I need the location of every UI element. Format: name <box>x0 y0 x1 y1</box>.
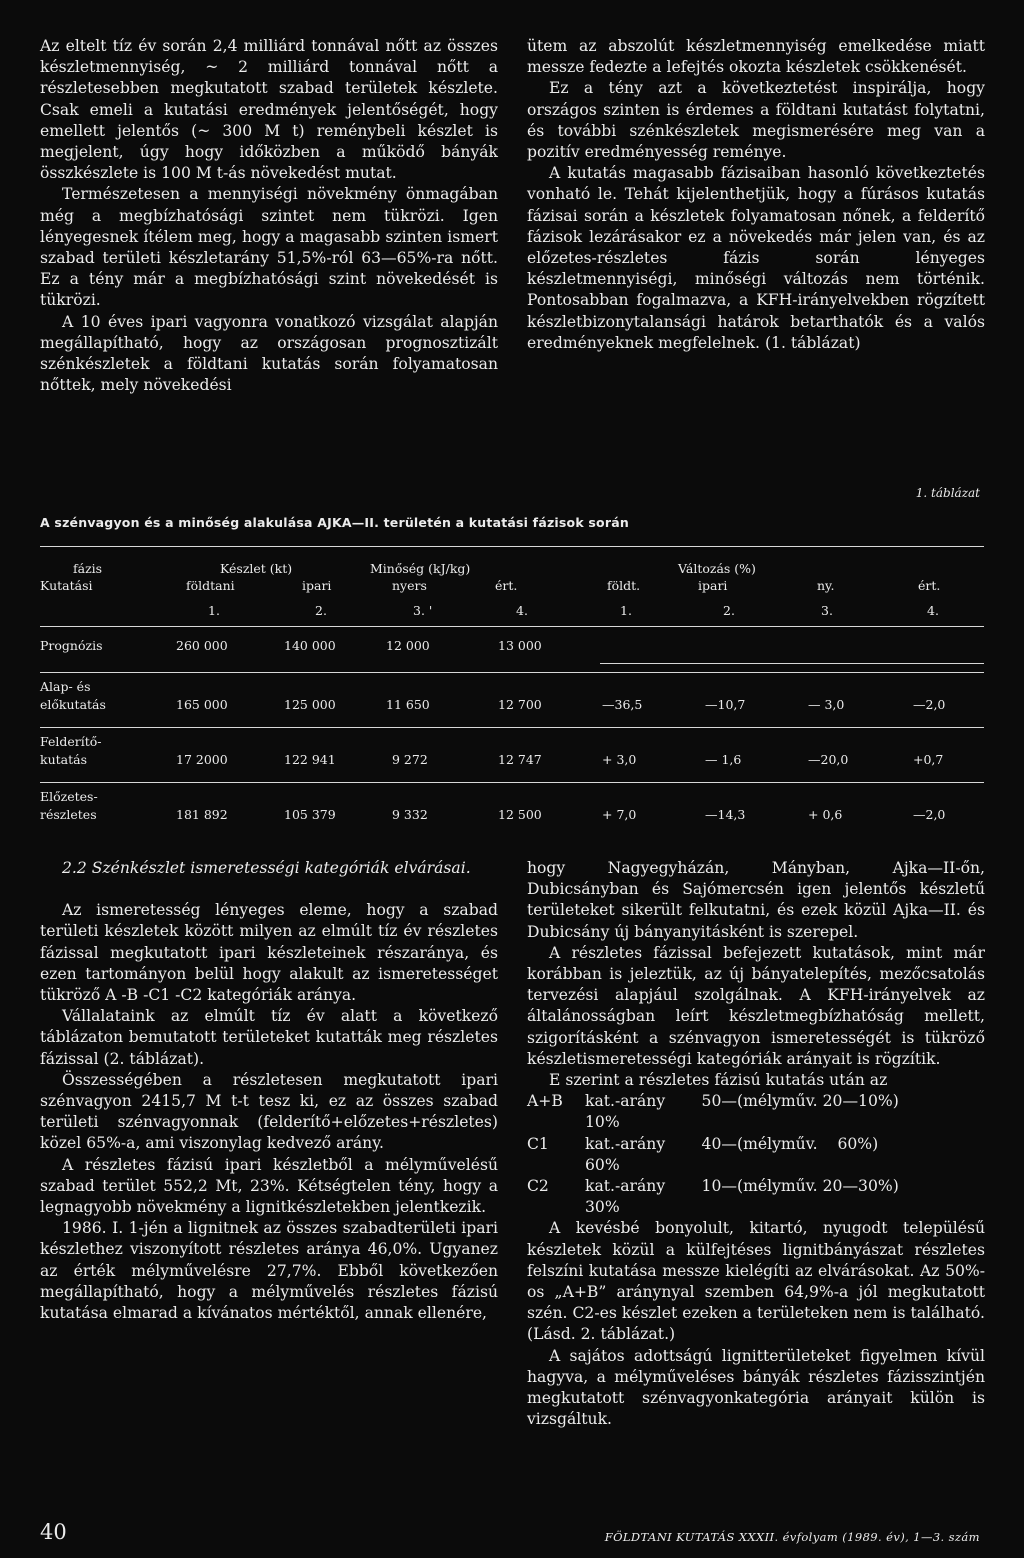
cell-valtozas-ny: —20,0 <box>808 752 849 767</box>
row-rule <box>40 782 984 783</box>
cell-valtozas-ny: — 3,0 <box>808 697 845 712</box>
table-row <box>40 679 984 727</box>
table-row <box>40 789 984 837</box>
paragraph: A részletes fázissal befejezett kutatások, mint már korábban is jeleztük, az új bányatelepítés, mezőcsatolás tervezési alapjául szolgálnak. A KFH-irányelvek az általánosságban leírt készletmegbízhatóság mellett, szigorításként a szénvagyon ismeretességét is tükröző készletismeretességi kategóriák arányait is rögzítik. <box>527 943 985 1068</box>
column-number: 3. <box>821 603 833 618</box>
page-number: 40 <box>40 1520 67 1544</box>
row-label: Prognózis <box>40 638 103 653</box>
cell-valtozas-ipari: —14,3 <box>705 807 746 822</box>
cell-nyers: 9 272 <box>392 752 428 767</box>
cell-ipari: 105 379 <box>284 807 336 822</box>
category-ratio-line <box>527 1176 985 1218</box>
table-top-rule <box>40 546 984 547</box>
paragraph: A részletes fázisú ipari készletből a mélyművelésű szabad terület 552,2 Mt, 23%. Kétségtelen tény, hogy a legnagyobb növekmény a lignitkészletekben jelentkezik. <box>40 1155 498 1217</box>
cell-foldtani: 165 000 <box>176 697 228 712</box>
row-label: Felderítő- <box>40 734 102 749</box>
column-number: 2. <box>315 603 327 618</box>
category-ratio: kat.-arány 50—10% <box>585 1092 737 1132</box>
table-row <box>40 633 984 663</box>
header-valtozas-ert: ért. <box>918 578 941 593</box>
row-rule <box>40 727 984 728</box>
category-ratio: kat.-arány 10—30% <box>585 1177 737 1217</box>
text-column-bottom-right <box>527 858 985 1430</box>
table-header-row-2 <box>40 578 984 595</box>
cell-valtozas-foldt: + 7,0 <box>602 807 637 822</box>
category-deep-ratio: (mélyműv. 60%) <box>737 1134 879 1153</box>
cell-nyers: 11 650 <box>386 697 430 712</box>
paragraph: ütem az abszolút készletmennyiség emelkedése miatt messze fedezte a lefejtés okozta készletek csökkenését. <box>527 37 985 77</box>
column-number: 2. <box>723 603 735 618</box>
header-ipari: ipari <box>302 578 332 593</box>
cell-nyers: 12 000 <box>386 638 430 653</box>
text-column-bottom-left <box>40 858 498 1324</box>
cell-foldtani: 181 892 <box>176 807 228 822</box>
category-deep-ratio: (mélyműv. 20—30%) <box>737 1177 899 1196</box>
header-fazis: fázis <box>73 561 103 576</box>
paragraph: A kutatás magasabb fázisaiban hasonló következtetés vonható le. Tehát kijelenthetjük, hogy a fúrásos kutatás fázisai során a készletek folyamatosan nőnek, a felderítő fázisok lezárásakor ez a növekedés már jelen van, és az előzetes-részletes fázis során lényeges készletmennyiségi, minőségi változás nem történik. Pontosabban fogalmazva, a KFH-irányelvekben rögzített készletbizonytalansági határok betarthatók és a valós eredményeknek megfelelnek. (1. táblázat) <box>527 164 985 352</box>
header-minoseg: Minőség (kJ/kg) <box>370 561 471 576</box>
paragraph: 1986. I. 1-jén a lignitnek az összes szabadterületi ipari készlethez viszonyított részletes aránya 46,0%. Ugyanez az érték mélyművelésre 27,7%. Ebből következően megállapítható, hogy a mélyművelés részletes fázisú kutatása elmarad a kívánatos mértéktől, annak ellenére, <box>40 1219 498 1323</box>
cell-valtozas-ert: —2,0 <box>913 697 946 712</box>
cell-valtozas-ipari: —10,7 <box>705 697 746 712</box>
row-label: előkutatás <box>40 697 106 712</box>
cell-ert: 12 747 <box>498 752 542 767</box>
paragraph: A kevésbé bonyolult, kitartó, nyugodt településű készletek közül a külfejtéses lignitbányászat részletes felszíni kutatása messze kielégíti az elvárásokat. Az 50%-os „A+B” aránynyal szemben 64,9%-a jól megkutatott szén. C2-es készlet ezeken a területeken nem is található. (Lásd. 2. táblázat.) <box>527 1219 985 1344</box>
text-column-top-left <box>40 36 498 396</box>
category-name: C1 <box>527 1134 549 1153</box>
paragraph: Ez a tény azt a következtetést inspirálja, hogy országos szinten is érdemes a földtani kutatást folytatni, és további szénkészletek megismerésére meg van a pozitív eredményesség reménye. <box>527 79 985 162</box>
column-number: 3. ' <box>413 603 433 618</box>
cell-foldtani: 17 2000 <box>176 752 228 767</box>
text-column-top-right <box>527 36 985 354</box>
header-nyers: nyers <box>392 578 427 593</box>
header-valtozas-ipari: ipari <box>698 578 728 593</box>
row-rule <box>600 663 984 664</box>
paragraph: Összességében a részletesen megkutatott ipari szénvagyon 2415,7 M t-t tesz ki, ez az összes szabad területi szénvagyonnak (felderítő+előzetes+részletes) közel 65%-a, ami viszonylag kedvező arány. <box>40 1070 498 1153</box>
header-ert: ért. <box>495 578 518 593</box>
header-foldtani: földtani <box>186 578 235 593</box>
data-table <box>40 546 984 837</box>
table-row <box>40 734 984 782</box>
row-label: Előzetes- <box>40 789 98 804</box>
cell-foldtani: 260 000 <box>176 638 228 653</box>
header-valtozas-ny: ny. <box>817 578 835 593</box>
column-number: 4. <box>516 603 528 618</box>
section-subheading: 2.2 Szénkészlet ismeretességi kategóriák elvárásai. <box>62 859 471 877</box>
cell-valtozas-foldt: + 3,0 <box>602 752 637 767</box>
cell-valtozas-ny: + 0,6 <box>808 807 843 822</box>
table-label: 1. táblázat <box>915 486 980 500</box>
header-kutatasi: Kutatási <box>40 578 93 593</box>
row-label: kutatás <box>40 752 87 767</box>
paragraph: hogy Nagyegyházán, Mányban, Ajka—II-őn, Dubicsányban és Sajómercsén igen jelentős készletű területeket sikerült felkutatni, és ezek közül Ajka—II. és Dubicsány új bányanyitásként is szerepel. <box>527 859 985 941</box>
column-number: 1. <box>620 603 632 618</box>
paragraph: Vállalataink az elmúlt tíz év alatt a következő táblázaton bemutatott területeket kutatták meg részletes fázissal (2. táblázat). <box>40 1007 498 1068</box>
table-header-rule <box>40 626 984 627</box>
cell-ert: 12 500 <box>498 807 542 822</box>
cell-nyers: 9 332 <box>392 807 428 822</box>
paragraph: Az eltelt tíz év során 2,4 milliárd tonnával nőtt az összes készletmennyiség, ~ 2 milliárd tonnával nőtt a részletesebben megkutatott szabad területek készlete. Csak emeli a kutatási eredmények jelentőségét, hogy emellett jelentős (~ 300 M t) reménybeli készlet is megjelent, úgy hogy időközben a működő bányák összkészlete is 100 M t-ás növekedést mutat. <box>40 37 498 183</box>
paragraph: A 10 éves ipari vagyonra vonatkozó vizsgálat alapján megállapítható, hogy az országosan prognosztizált szénkészletek a földtani kutatás során folyamatosan nőttek, mely növekedési <box>40 312 498 395</box>
paragraph: Természetesen a mennyiségi növekmény önmagában még a megbízhatósági szintet nem tükrözi. Igen lényegesnek ítélem meg, hogy a magasabb szinten ismert szabad területi készletarány 51,5%-ról 63—65%-ra nőtt. Ez a tény már a megbízhatósági szint növekedését is tükrözi. <box>40 185 498 310</box>
category-name: C2 <box>527 1177 549 1196</box>
header-keszlet: Készlet (kt) <box>220 561 293 576</box>
table-column-numbers <box>40 603 984 620</box>
cell-valtozas-ert: —2,0 <box>913 807 946 822</box>
paragraph: Az ismeretesség lényeges eleme, hogy a szabad területi készletek között milyen az elmúlt tíz év részletes fázissal megkutatott ipari készleteinek részaránya, és ezen tartományon belül hogy alakult az ismeretességet tükröző A -B -C1 -C2 kategóriák aránya. <box>40 901 498 1005</box>
table-header-row-1 <box>40 561 984 578</box>
category-ratio: kat.-arány 40—60% <box>585 1134 737 1174</box>
row-label: Alap- és <box>40 679 91 694</box>
column-number: 1. <box>208 603 220 618</box>
column-number: 4. <box>927 603 939 618</box>
row-label: részletes <box>40 807 97 822</box>
cell-ert: 13 000 <box>498 638 542 653</box>
cell-valtozas-ert: +0,7 <box>913 752 944 767</box>
paragraph: E szerint a részletes fázisú kutatás után az <box>549 1071 888 1090</box>
header-valtozas: Változás (%) <box>678 561 756 576</box>
category-name: A+B <box>527 1092 563 1111</box>
cell-ert: 12 700 <box>498 697 542 712</box>
cell-valtozas-foldt: —36,5 <box>602 697 643 712</box>
cell-ipari: 140 000 <box>284 638 336 653</box>
cell-ipari: 125 000 <box>284 697 336 712</box>
category-ratio-line <box>527 1134 985 1176</box>
paragraph: A sajátos adottságú lignitterületeket figyelmen kívül hagyva, a mélyműveléses bányák részletes fázisszintjén megkutatott szénvagyonkategória arányait külön is vizsgáltuk. <box>527 1346 985 1429</box>
category-deep-ratio: (mélyműv. 20—10%) <box>737 1092 899 1111</box>
journal-footer: FÖLDTANI KUTATÁS XXXII. évfolyam (1989. év), 1—3. szám <box>604 1530 980 1544</box>
row-rule <box>40 672 984 673</box>
header-valtozas-foldt: földt. <box>607 578 641 593</box>
category-ratio-line <box>527 1091 985 1133</box>
table-caption: A szénvagyon és a minőség alakulása AJKA—II. területén a kutatási fázisok során <box>40 515 629 530</box>
cell-ipari: 122 941 <box>284 752 336 767</box>
cell-valtozas-ipari: — 1,6 <box>705 752 742 767</box>
